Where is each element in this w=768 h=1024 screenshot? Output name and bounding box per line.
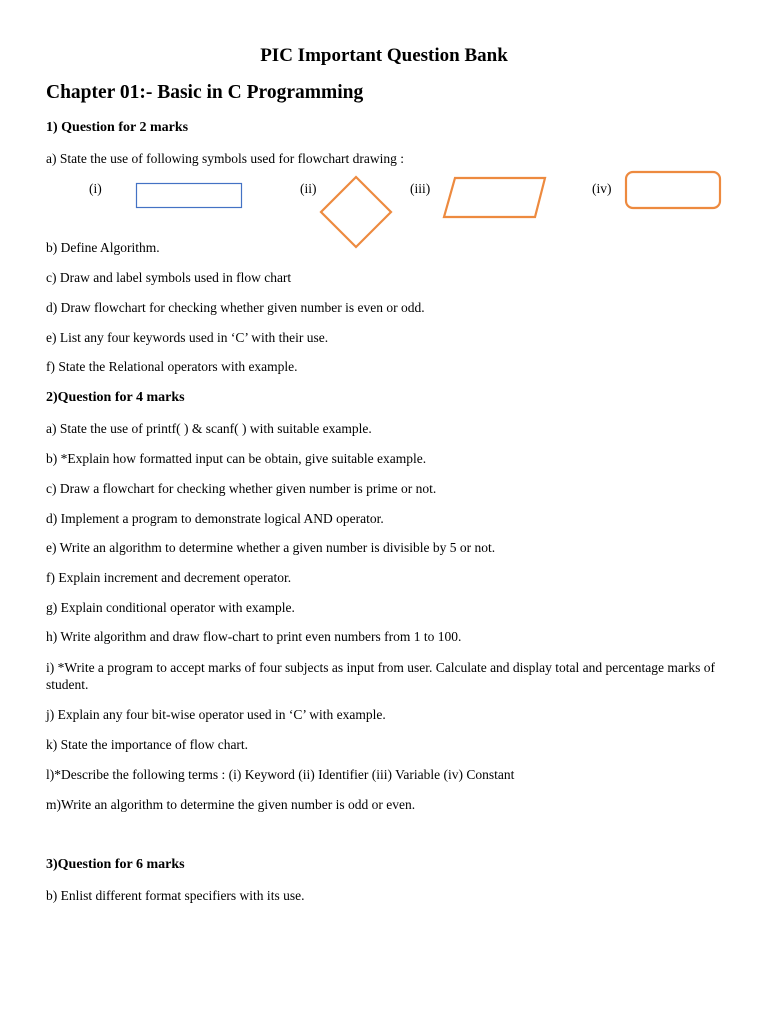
rounded-rectangle-terminal-symbol bbox=[626, 172, 720, 208]
rectangle-process-symbol bbox=[137, 184, 242, 208]
question-item: g) Explain conditional operator with example. bbox=[46, 600, 295, 615]
question-item: h) Write algorithm and draw flow-chart to print even numbers from 1 to 100. bbox=[46, 629, 462, 644]
question-item: f) Explain increment and decrement operator. bbox=[46, 570, 292, 585]
question-item: e) List any four keywords used in ‘C’ with their use. bbox=[46, 330, 329, 345]
flowchart-symbols bbox=[0, 0, 768, 260]
document-title: PIC Important Question Bank bbox=[260, 45, 508, 66]
symbol-label: (i) bbox=[89, 181, 102, 196]
question-item: a) State the use of following symbols used for flowchart drawing : bbox=[46, 151, 405, 166]
symbol-label: (iii) bbox=[410, 181, 431, 196]
question-item: l)*Describe the following terms : (i) Keyword (ii) Identifier (iii) Variable (iv) Constant bbox=[46, 767, 515, 782]
question-item: b) Enlist different format specifiers with its use. bbox=[46, 888, 305, 903]
chapter-title: Chapter 01:- Basic in C Programming bbox=[46, 82, 364, 103]
symbol-label: (ii) bbox=[300, 181, 317, 196]
question-item: b) Define Algorithm. bbox=[46, 240, 160, 255]
question-item: m)Write an algorithm to determine the given number is odd or even. bbox=[46, 797, 416, 812]
question-item: i) *Write a program to accept marks of four subjects as input from user. Calculate and display total and percentage marks of student. bbox=[46, 660, 715, 692]
section-heading-4-marks: 2)Question for 4 marks bbox=[46, 390, 185, 405]
question-item: f) State the Relational operators with example. bbox=[46, 359, 298, 374]
question-item: b) *Explain how formatted input can be obtain, give suitable example. bbox=[46, 451, 427, 466]
question-item: c) Draw a flowchart for checking whether given number is prime or not. bbox=[46, 481, 437, 496]
question-item: j) Explain any four bit-wise operator used in ‘C’ with example. bbox=[46, 707, 386, 722]
section-heading-2-marks: 1) Question for 2 marks bbox=[46, 120, 189, 135]
question-item: e) Write an algorithm to determine whether a given number is divisible by 5 or not. bbox=[46, 540, 496, 555]
diamond-decision-symbol bbox=[321, 177, 391, 247]
question-item: d) Draw flowchart for checking whether given number is even or odd. bbox=[46, 300, 425, 315]
question-item: d) Implement a program to demonstrate logical AND operator. bbox=[46, 511, 384, 526]
question-item: c) Draw and label symbols used in flow chart bbox=[46, 270, 292, 285]
symbol-label: (iv) bbox=[592, 181, 612, 196]
section-heading-6-marks: 3)Question for 6 marks bbox=[46, 857, 185, 872]
question-item: a) State the use of printf( ) & scanf( ) with suitable example. bbox=[46, 421, 372, 436]
question-item: k) State the importance of flow chart. bbox=[46, 737, 249, 752]
parallelogram-io-symbol bbox=[444, 178, 545, 217]
